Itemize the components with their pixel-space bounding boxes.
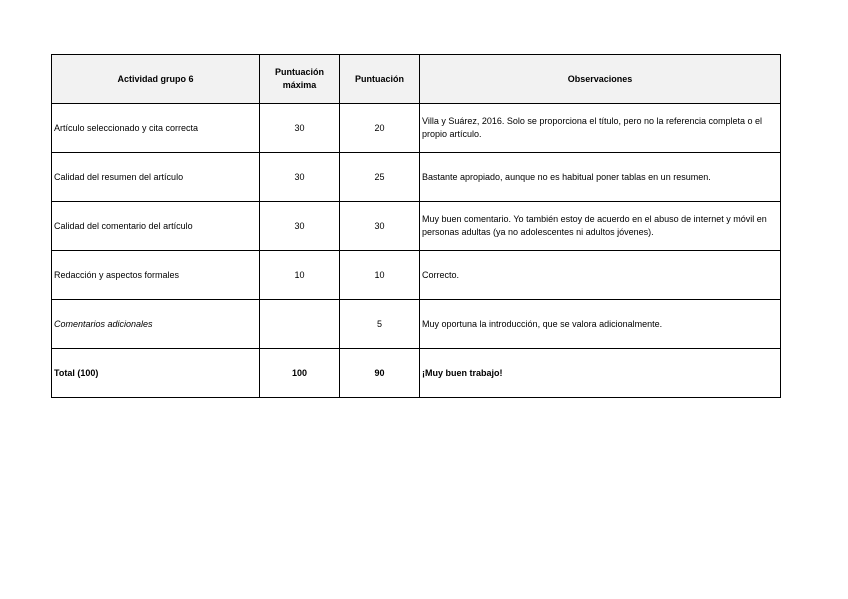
header-score: Puntuación [340, 55, 420, 104]
row-observations: Correcto. [420, 251, 781, 300]
row-score: 25 [340, 153, 420, 202]
row-score: 10 [340, 251, 420, 300]
row-observations: Villa y Suárez, 2016. Solo se proporciona el título, pero no la referencia completa o el propio artículo. [420, 104, 781, 153]
row-score: 30 [340, 202, 420, 251]
grading-table [51, 54, 781, 398]
row-max-score: 30 [260, 153, 340, 202]
row-observations: Muy buen comentario. Yo también estoy de acuerdo en el abuso de internet y móvil en personas adultas (ya no adolescentes ni adultos jóvenes). [420, 202, 781, 251]
row-score: 5 [340, 300, 420, 349]
table-row [52, 300, 781, 349]
table-row [52, 251, 781, 300]
row-max-score: 30 [260, 104, 340, 153]
total-observations: ¡Muy buen trabajo! [420, 349, 781, 398]
total-label: Total (100) [52, 349, 260, 398]
row-activity: Calidad del resumen del artículo [52, 153, 260, 202]
table-header-row [52, 55, 781, 104]
header-observations: Observaciones [420, 55, 781, 104]
row-activity: Calidad del comentario del artículo [52, 202, 260, 251]
table-row [52, 202, 781, 251]
row-activity: Comentarios adicionales [52, 300, 260, 349]
table-row [52, 153, 781, 202]
total-max-score: 100 [260, 349, 340, 398]
row-observations: Muy oportuna la introducción, que se valora adicionalmente. [420, 300, 781, 349]
table-row [52, 104, 781, 153]
header-activity: Actividad grupo 6 [52, 55, 260, 104]
total-score: 90 [340, 349, 420, 398]
row-activity: Redacción y aspectos formales [52, 251, 260, 300]
row-max-score: 10 [260, 251, 340, 300]
row-max-score: 30 [260, 202, 340, 251]
total-row [52, 349, 781, 398]
row-activity: Artículo seleccionado y cita correcta [52, 104, 260, 153]
header-max-score: Puntuación máxima [260, 55, 340, 104]
row-max-score [260, 300, 340, 349]
row-score: 20 [340, 104, 420, 153]
row-observations: Bastante apropiado, aunque no es habitual poner tablas en un resumen. [420, 153, 781, 202]
